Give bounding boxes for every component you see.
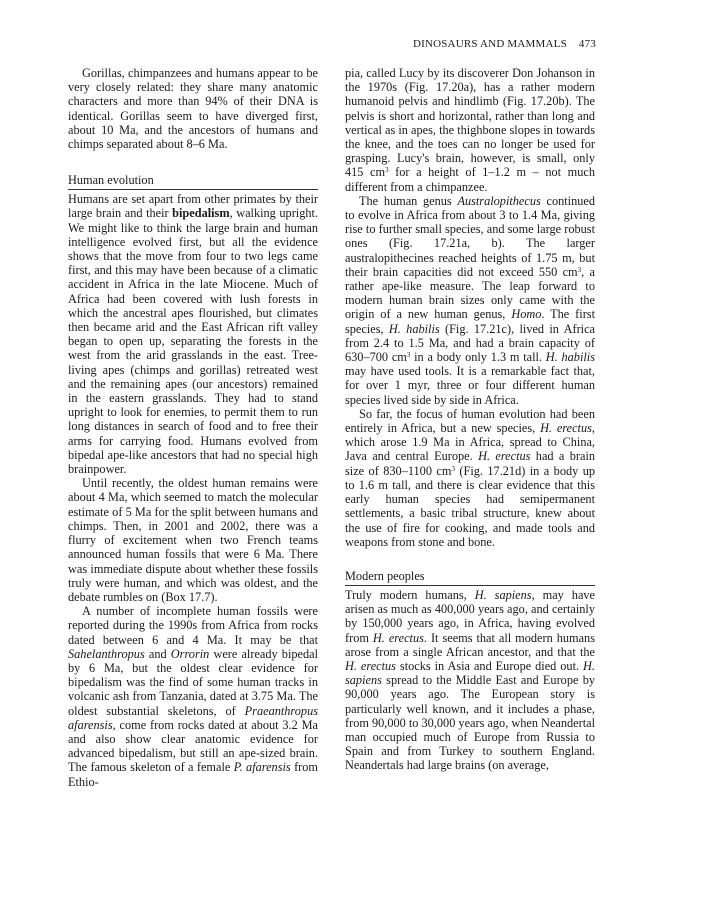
paragraph-lucy: pia, called Lucy by its discoverer Don Johanson in the 1970s (Fig. 17.20a), has a rather modern humanoid pelvis and hindlimb (Fig. 17.20b). The pelvis is short and horizontal, rather than long and vertical as in apes, the thighbone slopes in towards the knee, and the toes can no longer be used for grasping. Lucy's brain, however, is small, only 415 $cm^3$ for a height of 1–1.2 m – not much different from a chimpanzee.	[345, 66, 596, 194]
paragraph-australopithecus: The human genus Australopithecus continued to evolve in Africa from about 3 to 1.4 Ma, giving rise to further small species, and some large robust ones (Fig. 17.21a, b). The larger australopithecines reached heights of 1.75 m, but their brain capacities did not exceed 550 $cm^3$, a rather ape-like measure. The leap forward to modern human brain sizes only came with the origin of a new human genus, Homo. The first species, H. habilis (Fig. 17.21c), lived in Africa from 2.4 to 1.5 Ma, and had a brain capacity of 630–700 $cm^3$ in a body only 1.3 m tall. H. habilis may have used tools. It is a remarkable fact that, for over 1 myr, three or four different human species lived side by side in Africa.	[345, 193, 595, 407]
paragraph-fossils: A number of incomplete human fossils were reported during the 1990s from Africa from rocks dated between 6 and 4 Ma. It may be that Sahelanthropus and Orrorin were already bipedal by 6 Ma, but the oldest clear evidence for bipedalism was the find of some human tracks in volcanic ash from Tanzania, dated at 3.75 Ma. The oldest substantial skeletons, of Praeanthropus afarensis, come from rocks dated at about 3.2 Ma and also show clear anatomic evidence for advanced bipedalism, but still an ape-sized brain. The famous skeleton of a female P. afarensis from Ethio-	[68, 604, 318, 789]
section-heading-modern-peoples: Modern peoples	[345, 569, 595, 586]
page-number: 473	[578, 38, 596, 50]
left-column	[68, 66, 318, 789]
paragraph-homo-erectus: So far, the focus of human evolution had been entirely in Africa, but a new species, H. erectus, which arose 1.9 Ma in Africa, spread to China, Java and central Europe. H. erectus had a brain size of 830–1100 $cm^3$ (Fig. 17.21d) in a body up to 1.6 m tall, and there is clear evidence that this early human species had semipermanent settlements, a basic tribal structure, knew about the use of fire for cooking, and made tools and weapons from stone and bone.	[345, 406, 596, 549]
section-heading-human-evolution: Human evolution	[68, 173, 318, 190]
right-column	[345, 66, 595, 773]
intro-paragraph: Gorillas, chimpanzees and humans appear to be very closely related: they share many anatomic characters and more than 94% of their DNA is identical. Gorillas seem to have diverged first, about 10 Ma, and the ancestors of humans and chimps separated about 8–6 Ma.	[68, 66, 318, 152]
paragraph-modern-humans: Truly modern humans, H. sapiens, may have arisen as much as 400,000 years ago, and certainly by 150,000 years ago, in Africa, having evolved from H. erectus. It seems that all modern humans arose from a single African ancestor, and that the H. erectus stocks in Asia and Europe died out. H. sapiens spread to the Middle East and Europe by 90,000 years ago. The European story is particularly well known, and it includes a phase, from 90,000 to 30,000 years ago, when Neandertal man occupied much of Europe from Russia to Spain and from Turkey to southern England. Neandertals had large brains (on average,	[345, 587, 596, 773]
chapter-title: DINOSAURS AND MAMMALS	[412, 38, 567, 50]
running-head	[413, 38, 596, 50]
paragraph-bipedalism: Humans are set apart from other primates by their large brain and their bipedalism, walking upright. We might like to think the large brain and human intelligence evolved first, but all the evidence shows that the move from four to two legs came first, and this may have been because of a climatic accident in Africa in the late Miocene. Much of Africa had been covered with lush forests in which the ancestral apes flourished, but climates then became arid and the East African rift valley began to open up, separating the forests in the west from the arid grasslands in the east. Tree-living apes (chimps and gorillas) retreated west and the remaining apes (our ancestors) remained in the eastern grasslands. They had to stand upright to look for enemies, to permit them to run long distances in search of food and to free their arms for carrying food. Humans evolved from bipedal ape-like ancestors that had no special high brainpower.	[68, 192, 318, 477]
paragraph-oldest-remains: Until recently, the oldest human remains were about 4 Ma, which seemed to match the molecular estimate of 5 Ma for the split between humans and chimps. Then, in 2001 and 2002, there was a flurry of excitement when two French teams announced human fossils that were 6 Ma. There was immediate dispute about whether these fossils truly were human, and which was oldest, and the debate rumbles on (Box 17.7).	[68, 476, 318, 604]
term-bipedalism: bipedalism	[172, 206, 230, 221]
